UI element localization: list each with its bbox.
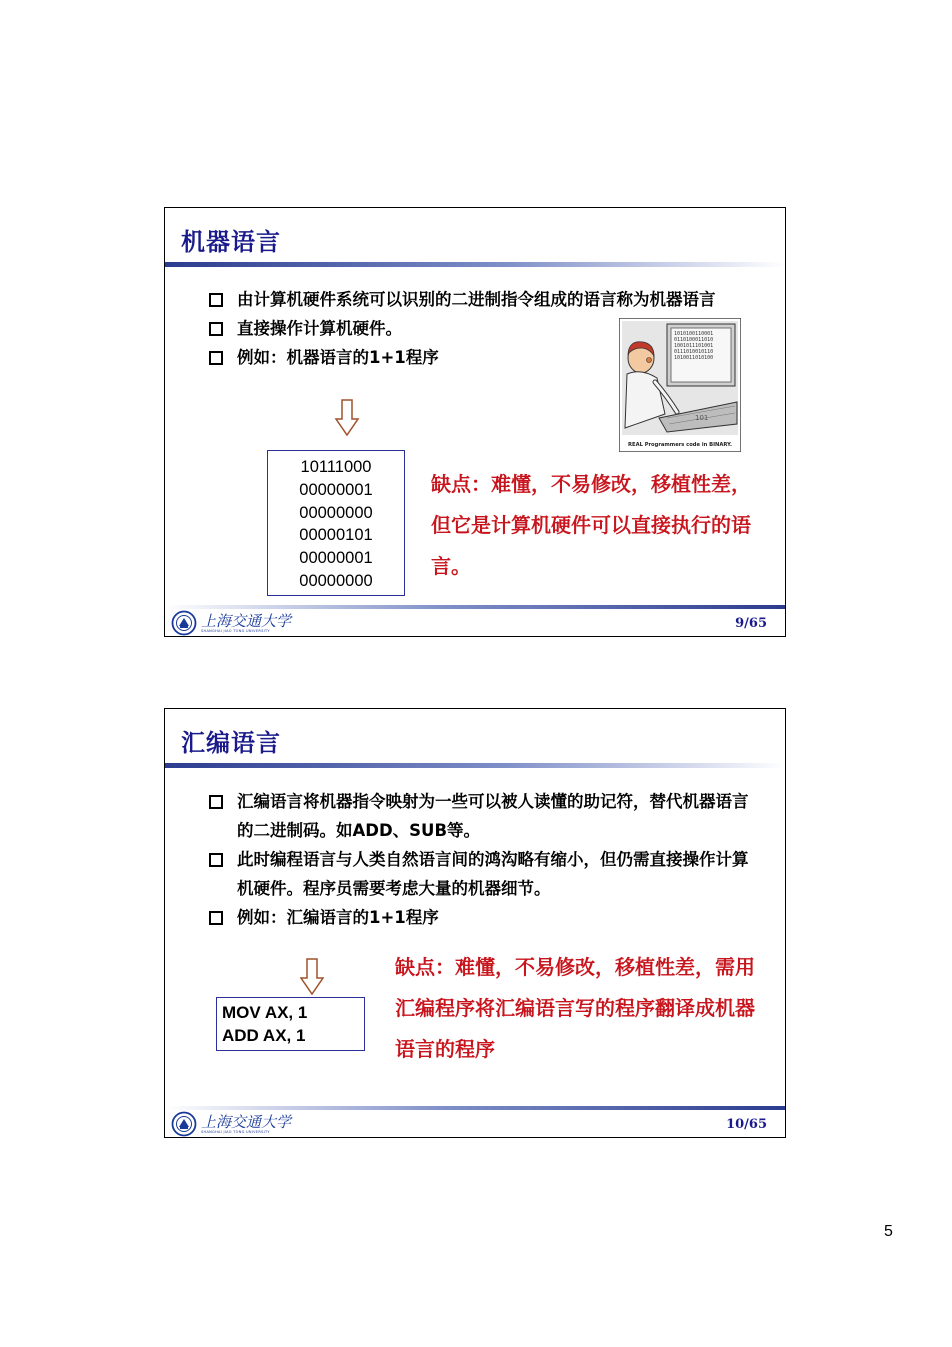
binary-programmer-illustration: [619, 318, 741, 452]
sjtu-seal-icon: [171, 1111, 197, 1137]
square-bullet-icon: [209, 853, 223, 867]
down-arrow-icon: [334, 399, 360, 437]
slide-page-number: 9/65: [735, 616, 767, 631]
code-line: 00000000: [299, 503, 373, 522]
slide-assembly-language: [164, 708, 786, 1138]
document-page-number: 5: [884, 1223, 893, 1240]
svg-text:0111010010110: 0111010010110: [674, 349, 714, 355]
slide-page-number: 10/65: [726, 1117, 767, 1132]
machine-code-box: [267, 450, 405, 596]
slide-title: 机器语言: [181, 228, 281, 256]
slide-title: 汇编语言: [181, 729, 281, 757]
title-divider: [165, 763, 785, 768]
bullet-item: 直接操作计算机硬件。: [209, 314, 749, 343]
square-bullet-icon: [209, 322, 223, 336]
university-name-en: SHANGHAI JIAO TONG UNIVERSITY: [201, 629, 270, 633]
illustration-caption: REAL Programmers code in BINARY.: [628, 442, 732, 448]
square-bullet-icon: [209, 795, 223, 809]
code-line: ADD AX, 1: [222, 1026, 306, 1045]
code-line: 10111000: [300, 458, 372, 476]
slide-machine-language: [164, 207, 786, 637]
svg-text:101: 101: [695, 414, 709, 422]
sjtu-seal-icon: [171, 610, 197, 636]
assembly-code-box: [216, 997, 365, 1051]
square-bullet-icon: [209, 351, 223, 365]
svg-text:1010100110001: 1010100110001: [674, 331, 714, 337]
code-line: 00000001: [299, 549, 373, 568]
bullet-item: 例如：汇编语言的1+1程序: [209, 903, 754, 932]
title-divider: [165, 262, 785, 267]
university-name: 上海交通大学: [201, 1113, 292, 1131]
drawback-text: 缺点：难懂，不易修改，移植性差，但它是计算机硬件可以直接执行的语言。: [431, 472, 751, 578]
bullet-item: 此时编程语言与人类自然语言间的鸿沟略有缩小，但仍需直接操作计算机硬件。程序员需要考虑大量的机器细节。: [209, 845, 754, 903]
code-line: MOV AX, 1: [222, 1003, 308, 1022]
square-bullet-icon: [209, 293, 223, 307]
svg-text:1010011010100: 1010011010100: [674, 355, 714, 361]
square-bullet-icon: [209, 911, 223, 925]
bullet-item: 例如：机器语言的1+1程序: [209, 343, 749, 372]
down-arrow-icon: [299, 958, 325, 996]
university-logo: [171, 1110, 301, 1138]
svg-text:1001011101001: 1001011101001: [674, 343, 714, 349]
university-name-en: SHANGHAI JIAO TONG UNIVERSITY: [201, 1130, 270, 1134]
code-line: 00000000: [299, 571, 373, 590]
university-name: 上海交通大学: [201, 612, 292, 630]
code-line: 00000001: [299, 480, 373, 499]
bullet-item: 汇编语言将机器指令映射为一些可以被人读懂的助记符，替代机器语言的二进制码。如ADD、SUB等。: [209, 787, 754, 845]
university-logo: [171, 609, 301, 637]
bullet-item: 由计算机硬件系统可以识别的二进制指令组成的语言称为机器语言: [209, 285, 749, 314]
drawback-text: 缺点：难懂，不易修改，移植性差，需用汇编程序将汇编语言写的程序翻译成机器语言的程序: [395, 955, 755, 1061]
code-line: 00000101: [299, 526, 373, 545]
svg-text:0110100011010: 0110100011010: [674, 337, 714, 343]
bullet-list: [209, 787, 754, 932]
